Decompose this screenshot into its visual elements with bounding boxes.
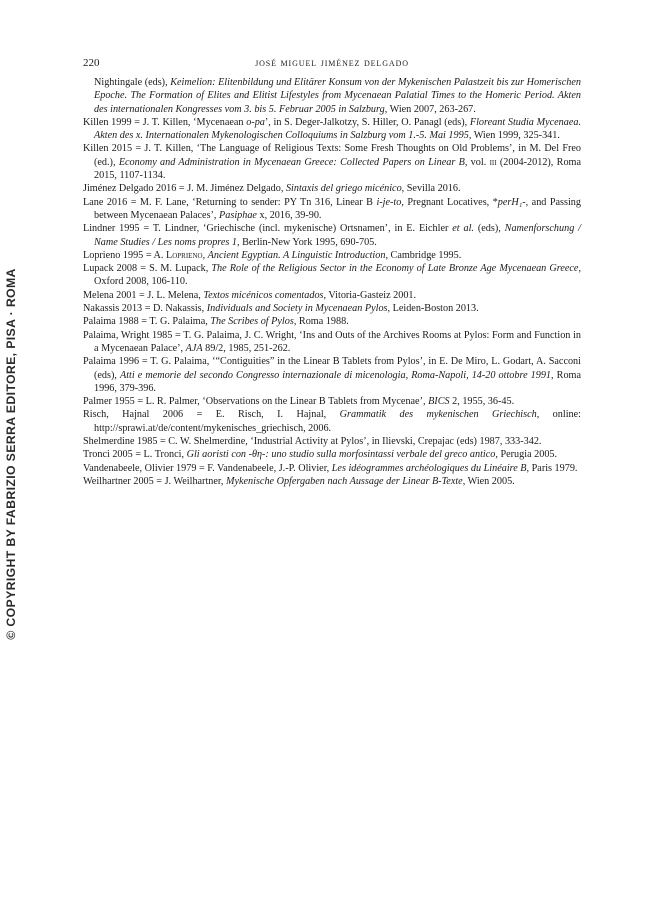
reference-text: x, 2016, 39-90.	[256, 209, 322, 221]
reference-entry	[83, 302, 581, 315]
reference-entry	[83, 448, 581, 461]
reference-text: , Cambridge 1995.	[385, 249, 462, 261]
reference-text: = D. Nakassis,	[142, 303, 207, 315]
reference-title: Economy and Administration in Mycenaean Greece: Collected Papers on Linear B	[118, 156, 465, 168]
reference-text: , vol.	[464, 156, 490, 168]
reference-text: , Roma 1988.	[293, 316, 349, 328]
bibliography-list	[83, 76, 581, 488]
reference-text: = J. Weilhartner,	[153, 475, 226, 487]
reference-title: Keimelion: Elitenbildung und Elitärer Konsum von der Mykenischen Palastzeit bis zur Homerischen Epoche. The Formation of Elites and Elitist Lifestyles from Mycenaean Palatial Times to the Homeric Period. Akten des internationalen Kongresses vom 3. bis 5. Februar 2005 in Salzburg	[94, 77, 581, 115]
reference-title: Sintaxis del griego micénico	[285, 183, 402, 195]
reference-text: = E. Risch, I. Hajnal,	[183, 409, 340, 421]
reference-text: (eds),	[473, 223, 505, 235]
reference-key: Risch, Hajnal 2006	[83, 409, 184, 421]
reference-key: Melena 2001	[83, 289, 137, 301]
reference-text: = L. R. Palmer, ‘Observations on the Linear B Tablets from Mycenae’,	[134, 396, 429, 408]
reference-key: Palmer 1955	[83, 396, 135, 408]
reference-title: Les idéogrammes archéologiques du Linéaire B	[331, 462, 527, 474]
reference-text: = J. T. Killen, ‘The Language of Religious Texts: Some Fresh Thoughts on Old Problems’, in M. Del Freo (ed.),	[94, 143, 581, 168]
reference-text: = A.	[143, 249, 166, 261]
reference-title: Floreant Studia Mycenaea. Akten des x. Internationalen Mykenologischen Colloquiums in Salzburg vom 1.-5. Mai 1995	[94, 116, 581, 142]
reference-key: Nakassis 2013	[83, 303, 143, 315]
reference-text: , Roma 1996, 379-396.	[94, 369, 581, 394]
reference-entry	[83, 196, 581, 223]
reference-key: Vandenabeele, Olivier 1979	[83, 462, 197, 474]
reference-entry	[83, 408, 581, 435]
reference-text: = T. G. Palaima, ‘“Contiguities” in the Linear B Tablets from Pylos’, in E. De Miro, L. Godart, A. Sacconi (eds),	[94, 356, 581, 381]
reference-text: = C. W. Shelmerdine, ‘Industrial Activity at Pylos’, in Ilievski, Crepajac (eds) 1987, 333-342.	[157, 436, 542, 448]
reference-text: = T. G. Palaima, J. C. Wright, ‘Ins and Outs of the Archives Rooms at Pylos: Form and Function in a Mycenaean Palace’,	[94, 329, 581, 354]
reference-text: Loprieno	[166, 249, 203, 261]
reference-key: Lane 2016	[83, 196, 128, 208]
reference-text: = L. Tronci,	[132, 449, 187, 461]
reference-entry	[83, 435, 581, 448]
reference-text: (2004-2012), Roma 2015, 1107-1134.	[94, 156, 581, 182]
copyright-notice: © COPYRIGHT BY FABRIZIO SERRA EDITORE, PISA · ROMA	[4, 268, 18, 640]
reference-entry	[83, 116, 581, 143]
reference-entry	[83, 462, 581, 475]
reference-entry	[83, 76, 581, 116]
reference-title: Namenforschung / Name Studies / Les noms propres 1	[94, 223, 581, 248]
reference-title: AJA	[185, 342, 203, 354]
reference-entry	[83, 355, 581, 395]
reference-text: , Oxford 2008, 106-110.	[94, 263, 581, 288]
reference-title: perH	[497, 196, 519, 208]
reference-key: Palaima 1996	[83, 356, 140, 368]
reference-key: Tronci 2005	[83, 449, 133, 461]
reference-entry	[83, 262, 581, 289]
reference-entry	[83, 329, 581, 356]
running-head: josé miguel jiménez delgado	[255, 57, 409, 69]
reference-entry	[83, 182, 581, 195]
reference-entry	[83, 222, 581, 249]
reference-text: Nightingale (eds),	[94, 77, 171, 88]
reference-text: = T. G. Palaima,	[138, 316, 211, 328]
reference-text: , online: http://sprawi.at/de/content/mykenisches_griechisch, 2006.	[94, 409, 581, 434]
reference-entry	[83, 142, 581, 182]
reference-key: Weilhartner 2005	[83, 475, 154, 487]
reference-text: = T. Lindner, ‘Griechische (incl. mykenische) Ortsnamen’, in E. Eichler	[139, 223, 453, 235]
reference-text: 89/2, 1985, 251-262.	[202, 342, 291, 354]
reference-text: 2, 1955, 36-45.	[449, 396, 515, 408]
reference-entry	[83, 289, 581, 302]
reference-key: Killen 1999	[83, 116, 132, 128]
reference-title: The Role of the Religious Sector in the Economy of Late Bronze Age Mycenaean Greece	[211, 263, 579, 275]
reference-title: Gli aoristi con -θη-: uno studio sulla morfosintassi verbale del greco antico	[186, 449, 496, 461]
reference-title: o-pa	[246, 116, 265, 128]
reference-text: , Paris 1979.	[526, 462, 578, 474]
reference-title: Pasiphae	[219, 209, 257, 221]
copyright-sidebar	[3, 238, 19, 670]
reference-title: Ancient Egyptian. A Linguistic Introduction	[207, 249, 386, 261]
reference-key: Killen 2015	[83, 143, 133, 155]
reference-entry	[83, 249, 581, 262]
reference-key: Loprieno 1995	[83, 249, 144, 261]
reference-text: , Sevilla 2016.	[401, 183, 461, 195]
reference-text: , Wien 2007, 263-267.	[384, 103, 476, 115]
reference-title: Individuals and Society in Mycenaean Pylos	[206, 303, 388, 315]
reference-key: Jiménez Delgado 2016	[83, 183, 177, 195]
reference-title: The Scribes of Pylos	[210, 316, 294, 328]
reference-title: Grammatik des mykenischen Griechisch	[339, 409, 537, 421]
reference-key: Palaima, Wright 1985	[83, 329, 173, 341]
reference-text: = J. T. Killen, ‘Mycenaean	[131, 116, 247, 128]
reference-text: ,	[202, 249, 208, 261]
reference-title: Textos micénicos comentados	[203, 289, 324, 301]
reference-text: , Berlin-New York 1995, 690-705.	[237, 236, 377, 248]
reference-entry	[83, 315, 581, 328]
reference-text: ’, in S. Deger-Jalkotzy, S. Hiller, O. Panagl (eds),	[264, 116, 470, 128]
page-header	[83, 55, 581, 71]
reference-entry	[83, 475, 581, 488]
reference-title: et al.	[452, 223, 474, 235]
reference-entry	[83, 395, 581, 408]
reference-text: = F. Vandenabeele, J.-P. Olivier,	[196, 462, 332, 474]
reference-text: -, and Passing between Mycenaean Palaces’,	[94, 196, 581, 221]
reference-text: = J. L. Melena,	[136, 289, 204, 301]
reference-key: Lindner 1995	[83, 223, 140, 235]
reference-title: i-je-to	[376, 196, 402, 208]
reference-text: = J. M. Jiménez Delgado,	[176, 183, 286, 195]
reference-key: Shelmerdine 1985	[83, 436, 158, 448]
reference-text: = M. F. Lane, ‘Returning to sender: PY Tn 316, Linear B	[127, 196, 377, 208]
reference-key: Palaima 1988	[83, 316, 139, 328]
page-number: 220	[83, 57, 100, 69]
reference-text: = S. M. Lupack,	[137, 263, 212, 275]
reference-text: , Leiden-Boston 2013.	[387, 303, 479, 315]
reference-title: Mykenische Opfergaben nach Aussage der Linear B-Texte	[225, 475, 463, 487]
reference-text: , Perugia 2005.	[495, 449, 558, 461]
reference-text: iii	[489, 156, 497, 168]
reference-text: , Wien 2005.	[462, 475, 515, 487]
reference-title: Atti e memorie del secondo Congresso internazionale di micenologia, Roma-Napoli, 14-20 ottobre 1991	[119, 369, 552, 381]
reference-key: Lupack 2008	[83, 263, 138, 275]
reference-title: BICS	[428, 396, 450, 408]
reference-text: , Pregnant Locatives, *	[401, 196, 498, 208]
reference-text: , Wien 1999, 325-341.	[468, 130, 560, 142]
reference-title: ₁	[518, 196, 523, 208]
reference-text: , Vitoria-Gasteiz 2001.	[323, 289, 417, 301]
